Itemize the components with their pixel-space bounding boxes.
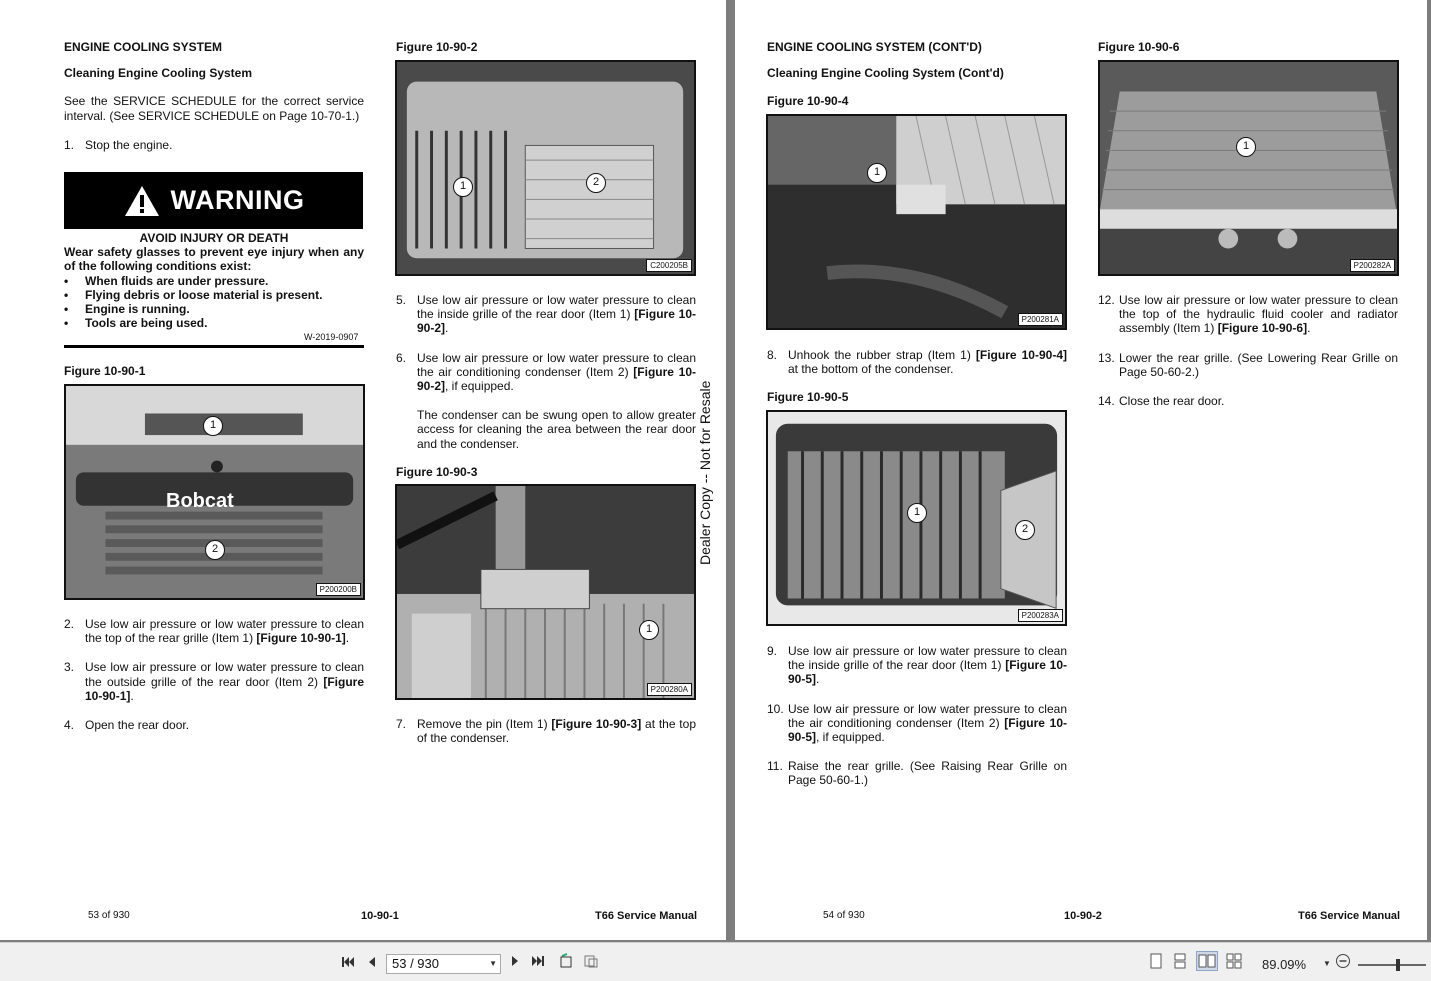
- step-4: 4. Open the rear door.: [64, 718, 190, 733]
- step-9: 9. Use low air pressure or low water pressure to clean the inside grille of the rear door (Item 1) [Figure 10-90-5].: [767, 644, 1067, 687]
- figure-label: Figure 10-90-6: [1098, 40, 1180, 54]
- manual-title: T66 Service Manual: [1298, 910, 1401, 922]
- figure-10-90-4: [766, 114, 1067, 330]
- callout-1: 1: [203, 416, 223, 436]
- first-page-icon[interactable]: [340, 953, 356, 971]
- next-page-icon[interactable]: [508, 952, 522, 970]
- step-2: 2. Use low air pressure or low water pressure to clean the top of the rear grille (Item 1) [Figure 10-90-1].: [64, 617, 364, 646]
- section-title: ENGINE COOLING SYSTEM (CONT'D): [767, 40, 982, 54]
- figure-code: P200282A: [1350, 259, 1395, 272]
- zoom-dropdown-icon[interactable]: ▼: [1323, 958, 1331, 968]
- left-column: [64, 40, 364, 152]
- figure-code: P200200B: [316, 583, 361, 596]
- callout-1: 1: [453, 177, 473, 197]
- callout-1: 1: [639, 620, 659, 640]
- figure-label: Figure 10-90-1: [64, 364, 146, 378]
- figure-10-90-1: [64, 384, 365, 600]
- fit-icon[interactable]: [582, 952, 600, 970]
- figure-label: Figure 10-90-4: [767, 94, 849, 109]
- section-title: ENGINE COOLING SYSTEM: [64, 40, 223, 54]
- rotate-icon[interactable]: [557, 952, 575, 970]
- callout-1: 1: [867, 163, 887, 183]
- two-page-icon[interactable]: [1196, 951, 1218, 971]
- right-steps-c: [1098, 293, 1398, 408]
- right-steps-a: [767, 348, 1067, 405]
- step-13: 13. Lower the rear grille. (See Lowering Rear Grille on Page 50-60-2.): [1098, 350, 1398, 379]
- bobcat-logo: Bobcat: [166, 490, 234, 512]
- subsection-title: Cleaning Engine Cooling System: [64, 66, 253, 81]
- middle-steps: [396, 293, 696, 479]
- page-ref: 10-90-1: [361, 910, 399, 922]
- step-1: 1. Stop the engine.: [64, 137, 173, 152]
- page-number-value: 53 / 930: [392, 956, 439, 971]
- callout-1: 1: [1236, 137, 1256, 157]
- figure-10-90-2: [395, 60, 696, 276]
- step-7: 7. Remove the pin (Item 1) [Figure 10-90-3] at the top of the condenser.: [396, 717, 696, 746]
- callout-2: 2: [205, 540, 225, 560]
- step-11: 11. Raise the rear grille. (See Raising Rear Grille on Page 50-60-1.): [767, 759, 1067, 788]
- page-number-field[interactable]: [386, 954, 501, 974]
- zoom-level[interactable]: 89.09%: [1262, 957, 1307, 972]
- figure-10-90-6: [1098, 60, 1399, 276]
- figure-label: Figure 10-90-3: [396, 464, 478, 479]
- step-6: 6. Use low air pressure or low water pressure to clean the air conditioning condenser (Item 2) [Figure 10-90-2], if equipped.: [396, 350, 697, 394]
- two-page-continuous-icon[interactable]: [1225, 952, 1243, 970]
- step-10: 10. Use low air pressure or low water pressure to clean the air conditioning condenser (Item 2) [Figure 10-90-5], if equipped.: [767, 701, 1068, 745]
- last-page-icon[interactable]: [530, 952, 546, 970]
- right-column: [767, 40, 1067, 109]
- intro-text: See the SERVICE SCHEDULE for the correct service interval. (See SERVICE SCHEDULE on Page 10-70-1.): [64, 94, 364, 123]
- single-page-icon[interactable]: [1148, 952, 1164, 970]
- figure-code: P200281A: [1018, 313, 1063, 326]
- step-5: 5. Use low air pressure or low water pressure to clean the inside grille of the rear door (Item 1) [Figure 10-90-2].: [396, 293, 696, 336]
- callout-2: 2: [586, 173, 606, 193]
- figure-code: P200280A: [647, 683, 692, 696]
- warning-subtitle: AVOID INJURY OR DEATH: [139, 231, 289, 245]
- step-6-note: The condenser can be swung open to allow greater access for cleaning the area between the rear door and the condenser.: [417, 408, 696, 451]
- page-ref: 10-90-2: [1064, 910, 1102, 922]
- zoom-out-icon[interactable]: [1334, 952, 1352, 970]
- warning-code: W-2019-0907: [304, 332, 359, 342]
- zoom-slider[interactable]: [1358, 964, 1426, 966]
- step-14: 14. Close the rear door.: [1098, 394, 1225, 409]
- step-8: 8. Unhook the rubber strap (Item 1) [Figure 10-90-4] at the bottom of the condenser.: [767, 348, 1067, 377]
- warning-body: [64, 231, 364, 330]
- left-steps: [64, 617, 364, 732]
- figure-label: Figure 10-90-2: [396, 40, 478, 54]
- warning-bullet: • Engine is running.: [64, 302, 190, 317]
- callout-1: 1: [907, 503, 927, 523]
- warning-bullet: • Tools are being used.: [64, 316, 208, 331]
- warning-text: Wear safety glasses to prevent eye injury when any of the following conditions exist:: [64, 245, 364, 274]
- page-count: 53 of 930: [88, 910, 130, 921]
- watermark: Dealer Copy -- Not for Resale: [697, 380, 713, 565]
- step-3: 3. Use low air pressure or low water pressure to clean the outside grille of the rear door (Item 2) [Figure 10-90-1].: [64, 660, 364, 703]
- zoom-slider-thumb[interactable]: [1396, 959, 1400, 971]
- warning-triangle-icon: [123, 184, 161, 218]
- warning-label: WARNING: [170, 185, 305, 215]
- callout-2: 2: [1015, 520, 1035, 540]
- warning-banner: [64, 172, 363, 229]
- figure-10-90-5: [766, 410, 1067, 626]
- figure-code: C200205B: [646, 259, 692, 272]
- prev-page-icon[interactable]: [364, 953, 378, 971]
- warning-bullet: • When fluids are under pressure.: [64, 273, 269, 288]
- continuous-icon[interactable]: [1172, 952, 1188, 970]
- step-12: 12. Use low air pressure or low water pressure to clean the top of the hydraulic fluid cooler and radiator assembly (Item 1) [Figure 10-90-6].: [1098, 293, 1398, 336]
- page-54: [735, 0, 1427, 940]
- page-53: [0, 0, 726, 940]
- chevron-down-icon[interactable]: ▼: [489, 959, 497, 968]
- right-steps-b: [767, 644, 1067, 788]
- figure-code: P200283A: [1018, 609, 1063, 622]
- subsection-title: Cleaning Engine Cooling System (Cont'd): [767, 66, 1004, 81]
- step-7-wrap: [396, 717, 696, 745]
- page-count: 54 of 930: [823, 910, 865, 921]
- figure-10-90-3: [395, 484, 696, 700]
- manual-title: T66 Service Manual: [595, 910, 698, 922]
- figure-label: Figure 10-90-5: [767, 390, 849, 405]
- warning-divider: [64, 345, 364, 348]
- warning-bullet: • Flying debris or loose material is present.: [64, 287, 323, 302]
